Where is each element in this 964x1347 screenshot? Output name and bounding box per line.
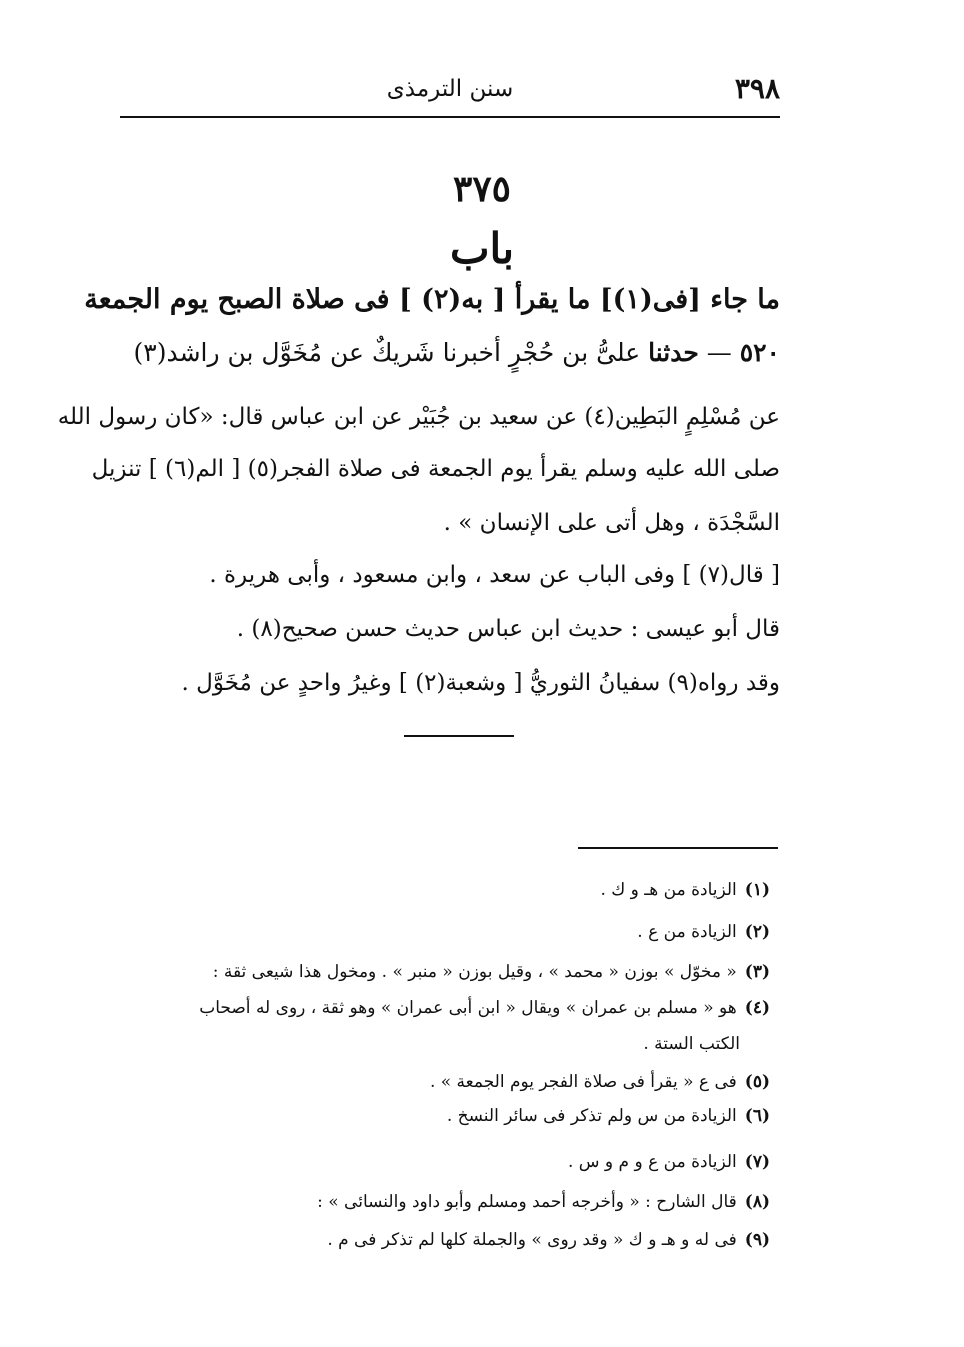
hadith-line-1 (120, 338, 780, 367)
footnote (110, 962, 770, 982)
footnote-number: (٧) (744, 1152, 770, 1172)
footnote-number: (٤) (744, 998, 770, 1018)
dash: — (698, 338, 732, 367)
footnote-text: الزيادة من ع و م و س . (567, 1152, 737, 1172)
footnote-text: الزيادة من هـ و ك . (600, 880, 737, 900)
footnote (110, 922, 770, 942)
hadith-number: ٥٢٠ (739, 338, 780, 367)
footnote (110, 1072, 770, 1092)
hadith-line-6: قال أبو عيسى : حديث ابن عباس حديث حسن صحيح(٨) . (236, 616, 780, 642)
footnote (110, 998, 770, 1018)
footnote (110, 1230, 770, 1250)
hadith-line-7: وقد رواه(٩) سفيانُ الثوريُّ [ وشعبة(٢) ] وغيرُ واحدٍ عن مُخَوَّل . (181, 670, 780, 696)
narrated-word: حدثنا (648, 338, 699, 367)
hadith-line-2: عن مُسْلِمٍ البَطِين(٤) عن سعيد بن جُبَيْر عن ابن عباس قال: «كان رسول الله (57, 404, 780, 430)
footnote-text: « مخوّل » بوزن « محمد » ، وقيل بوزن « منبر » . ومخول هذا شيعى ثقة : (212, 962, 737, 982)
footnote-number: (٨) (744, 1192, 770, 1212)
footnote (110, 1152, 770, 1172)
footnote-continuation (110, 1034, 740, 1054)
footnote-text: الزيادة من س ولم تذكر فى سائر النسخ . (446, 1106, 737, 1126)
hadith-line-3: صلى الله عليه وسلم يقرأ يوم الجمعة فى صلاة الفجر(٥) [ الم(٦) ] تنزيل (91, 456, 780, 482)
footnote-text: فى له و هـ و ك « وقد روى » والجملة كلها لم تذكر فى م . (327, 1230, 737, 1250)
footnote-number: (٩) (744, 1230, 770, 1250)
footnote-number: (٦) (744, 1106, 770, 1126)
footnote-text: الزيادة من ع . (637, 922, 737, 942)
footnote-number: (٣) (744, 962, 770, 982)
footnote-number: (٢) (744, 922, 770, 942)
footnote-text: فى ع « يقرأ فى صلاة الفجر يوم الجمعة » . (429, 1072, 737, 1092)
running-title: سنن الترمذى (386, 76, 514, 102)
hadith-line-1-text: علىُّ بن حُجْرٍ أخبرنا شَريكٌ عن مُخَوَّل بن راشد(٣) (133, 338, 641, 367)
hadith-line-5: [ قال(٧) ] وفى الباب عن سعد ، وابن مسعود ، وأبى هريرة . (209, 562, 780, 588)
header-rule (120, 116, 780, 118)
footnote (110, 880, 770, 900)
footnote-number: (٥) (744, 1072, 770, 1092)
footnote-text: هو « مسلم بن عمران » ويقال « ابن أبى عمران » وهو ثقة ، روى له أصحاب (199, 998, 737, 1018)
section-end-rule (404, 735, 514, 737)
footnote-separator (578, 847, 778, 849)
chapter-title: ما جاء [فى(١)] ما يقرأ [ به(٢) ] فى صلاة الصبح يوم الجمعة (84, 284, 780, 315)
page-header (120, 62, 780, 118)
footnote (110, 1106, 770, 1126)
footnote (110, 1192, 770, 1212)
footnote-number: (١) (744, 880, 770, 900)
chapter-number: ٣٧٥ (452, 168, 511, 210)
footnote-text: قال الشارح : « وأخرجه أحمد ومسلم وأبو داود والنسائى » : (317, 1192, 737, 1212)
footnote-text: الكتب الستة . (643, 1034, 740, 1054)
chapter-heading: باب (449, 224, 515, 273)
page-number: ٣٩٨ (734, 72, 780, 105)
hadith-line-4: السَّجْدَة ، وهل أتى على الإنسان » . (443, 510, 780, 536)
